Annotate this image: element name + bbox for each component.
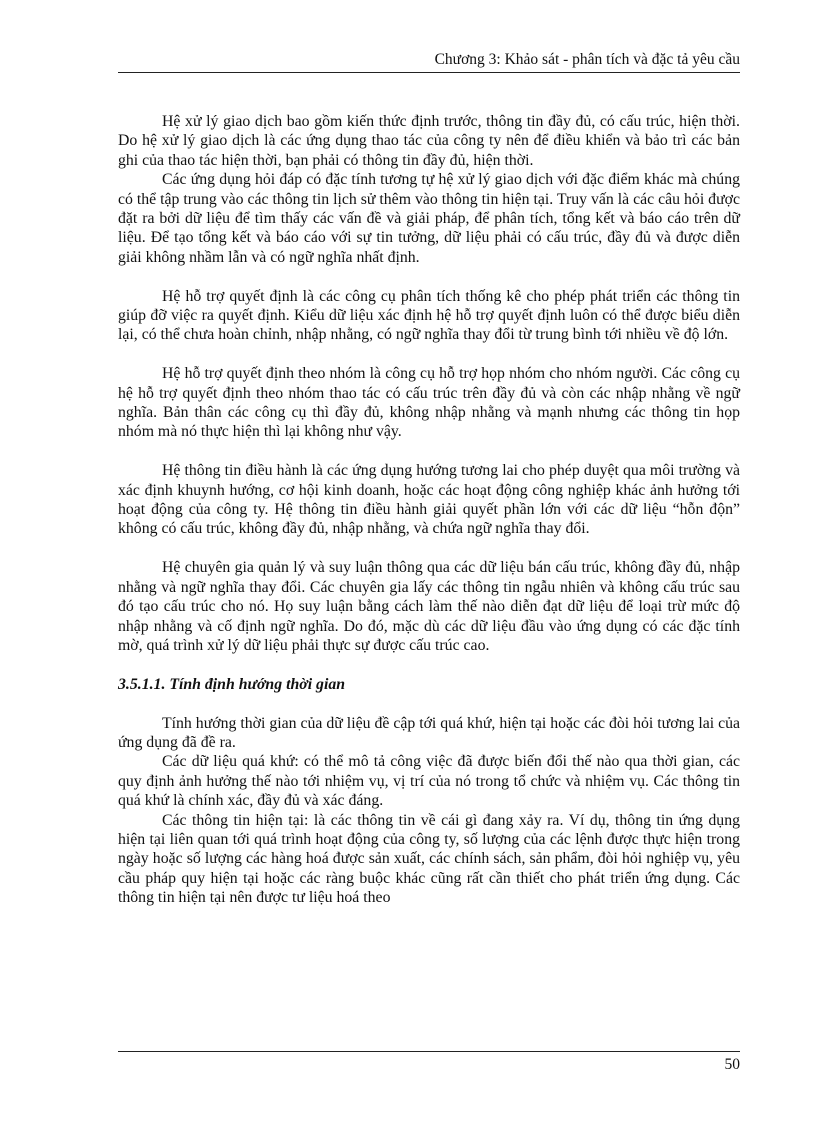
page-number: 50 [724, 1056, 740, 1073]
running-header: Chương 3: Khảo sát - phân tích và đặc tả yêu cầu [434, 51, 740, 68]
paragraph-time-orientation: Tính hướng thời gian của dữ liệu đề cập tới quá khứ, hiện tại hoặc các đòi hỏi tương lai của ứng dụng đã đề ra. [118, 714, 740, 751]
paragraph-group-decision-support: Hệ hỗ trợ quyết định theo nhóm là công cụ hỗ trợ họp nhóm cho nhóm người. Các công cụ hệ hỗ trợ quyết định theo nhóm thao tác có cấu trúc trên đầy đủ và còn các nhập nhằng về ngữ nghĩa. Bản thân các công cụ thì đầy đủ, không nhập nhằng và mạnh nhưng các thông tin họp nhóm mà nó thực hiện thì lại không như vậy. [118, 365, 740, 441]
page-body [118, 112, 740, 908]
footer-divider [118, 1051, 740, 1052]
paragraph-expert-systems: Hệ chuyên gia quản lý và suy luận thông qua các dữ liệu bán cấu trúc, không đầy đủ, nhập nhằng và ngữ nghĩa thay đổi. Các chuyên gia lấy các thông tin ngẫu nhiên và không cấu trúc sau đó tạo cấu trúc cho nó. Họ suy luận bằng cách làm thế nào diễn đạt dữ liệu để loại trừ mức độ nhập nhằng và cố định ngữ nghĩa. Do đó, mặc dù các dữ liệu đầu vào ứng dụng có các đặc tính mờ, quá trình xử lý dữ liệu phải thực sự được cấu trúc cao. [118, 559, 740, 654]
paragraph-decision-support: Hệ hỗ trợ quyết định là các công cụ phân tích thống kê cho phép phát triển các thông tin giúp đỡ việc ra quyết định. Kiểu dữ liệu xác định hệ hỗ trợ quyết định luôn có thể được biểu diễn lại, có thể chưa hoàn chỉnh, nhập nhằng, có ngữ nghĩa thay đổi từ trung bình tới nhiều về độ lớn. [118, 287, 740, 344]
paragraph-transaction-processing: Hệ xử lý giao dịch bao gồm kiến thức định trước, thông tin đầy đủ, có cấu trúc, hiện thời. Do hệ xử lý giao dịch là các ứng dụng thao tác của công ty nên để điều khiển và bảo trì các bản ghi của thao tác hiện thời, bạn phải có thông tin đầy đủ, hiện thời. [118, 113, 740, 169]
paragraph-current-data: Các thông tin hiện tại: là các thông tin về cái gì đang xảy ra. Ví dụ, thông tin ứng dụng hiện tại liên quan tới quá trình hoạt động của công ty, số lượng của các lệnh được thực hiện trong ngày hoặc số lượng các hàng hoá được sản xuất, các chính sách, sản phẩm, đòi hỏi nghiệp vụ, yêu cầu pháp quy hiện tại hoặc các ràng buộc khác cũng rất cần thiết cho phát triển ứng dụng. Các thông tin hiện tại nên được tư liệu hoá theo [118, 811, 740, 907]
section-heading: 3.5.1.1. Tính định hướng thời gian [118, 675, 346, 693]
header-divider [118, 72, 740, 73]
paragraph-past-data: Các dữ liệu quá khứ: có thể mô tả công việc đã được biến đổi thế nào qua thời gian, các quy định ảnh hưởng thế nào tới nhiệm vụ, vị trí của nó trong tổ chức và nhiệm vụ. Các thông tin quá khứ là chính xác, đầy đủ và xác đáng. [118, 753, 740, 810]
paragraph-query-applications: Các ứng dụng hỏi đáp có đặc tính tương tự hệ xử lý giao dịch với đặc điểm khác mà chúng có thể tập trung vào các thông tin lịch sử thêm vào thông tin hiện tại. Truy vấn là các câu hỏi được đặt ra bởi dữ liệu để tìm thấy các vấn đề và giải pháp, để phân tích, tổng kết và báo cáo trên dữ liệu. Để tạo tổng kết và báo cáo với sự tin tưởng, dữ liệu phải có cấu trúc, đầy đủ và được diễn giải không nhầm lẫn và có ngữ nghĩa nhất định. [118, 171, 740, 266]
paragraph-executive-information: Hệ thông tin điều hành là các ứng dụng hướng tương lai cho phép duyệt qua môi trường và xác định khuynh hướng, cơ hội kinh doanh, hoặc các hoạt động công nghiệp khác ảnh hưởng tới hoạt động của công ty. Hệ thông tin điều hành giải quyết phần lớn với các dữ liệu “hỗn độn” không có cấu trúc, không đầy đủ, nhập nhằng, và chứa ngữ nghĩa thay đổi. [118, 462, 740, 538]
